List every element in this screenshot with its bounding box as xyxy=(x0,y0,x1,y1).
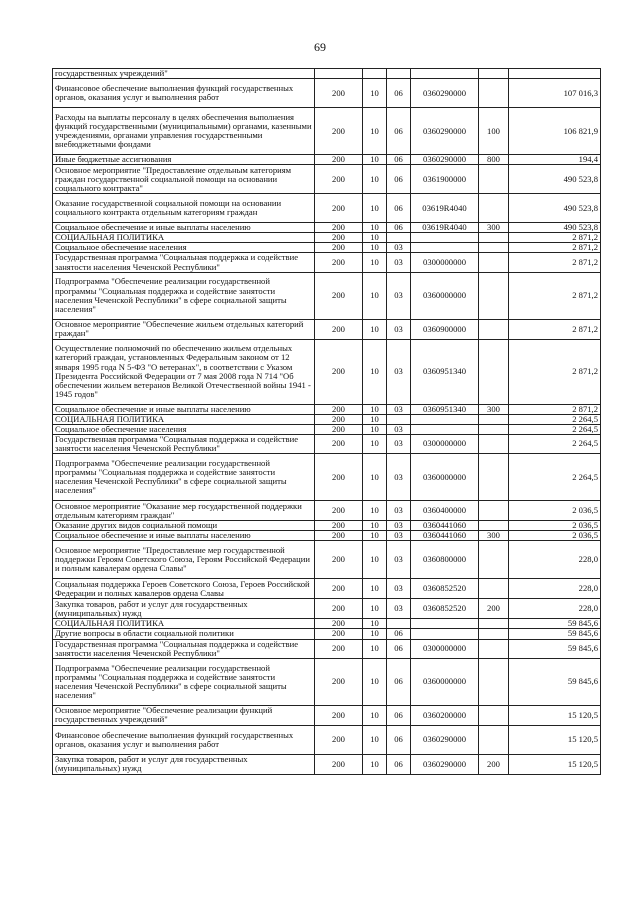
target-article-cell: 0360800000 xyxy=(411,541,479,579)
amount-cell: 2 036,5 xyxy=(509,501,601,521)
expense-type-cell xyxy=(479,233,509,243)
target-article-cell: 0360290000 xyxy=(411,754,479,774)
amount-cell: 2 264,5 xyxy=(509,434,601,453)
target-article-cell: 0360000000 xyxy=(411,658,479,705)
admin-code-cell: 200 xyxy=(315,725,363,754)
target-article-cell: 0360951340 xyxy=(411,339,479,404)
subsection-code-cell: 06 xyxy=(387,108,411,155)
expense-type-cell xyxy=(479,194,509,223)
expense-name-cell: Государственная программа "Социальная поддержка и содействие занятости населения Чеченской Республики" xyxy=(53,639,315,658)
target-article-cell: 0360441060 xyxy=(411,531,479,541)
subsection-code-cell: 06 xyxy=(387,155,411,165)
amount-cell: 2 871,2 xyxy=(509,404,601,414)
table-row xyxy=(53,194,601,223)
section-code-cell: 10 xyxy=(363,725,387,754)
section-code-cell: 10 xyxy=(363,108,387,155)
expense-name-cell: Другие вопросы в области социальной политики xyxy=(53,629,315,639)
expense-name-cell: Государственная программа "Социальная поддержка и содействие занятости населения Чеченской Республики" xyxy=(53,434,315,453)
amount-cell: 2 264,5 xyxy=(509,414,601,424)
admin-code-cell: 200 xyxy=(315,705,363,725)
subsection-code-cell: 03 xyxy=(387,521,411,531)
table-row xyxy=(53,531,601,541)
expense-type-cell xyxy=(479,414,509,424)
target-article-cell: 0360900000 xyxy=(411,319,479,339)
expense-type-cell xyxy=(479,639,509,658)
section-code-cell: 10 xyxy=(363,501,387,521)
expense-name-cell: Осуществление полномочий по обеспечению жильем отдельных категорий граждан, установленных Федеральным законом от 12 января 1995 года N 5-ФЗ "О ветеранах", в соответствии с Указом Президента Российской Федерации от 7 мая 2008 года N 714 "Об обеспечении жильем ветеранов Великой Отечественной войны 1941 - 1945 годов" xyxy=(53,339,315,404)
expense-name-cell: Расходы на выплаты персоналу в целях обеспечения выполнения функций государственными (муниципальными) органами, казенными учреждениями, органами управления государственными внебюджетными фондами xyxy=(53,108,315,155)
section-code-cell: 10 xyxy=(363,658,387,705)
target-article-cell xyxy=(411,233,479,243)
subsection-code-cell: 06 xyxy=(387,705,411,725)
table-row xyxy=(53,243,601,253)
section-code-cell: 10 xyxy=(363,521,387,531)
section-code-cell: 10 xyxy=(363,223,387,233)
subsection-code-cell: 03 xyxy=(387,339,411,404)
target-article-cell: 0360852520 xyxy=(411,599,479,619)
subsection-code-cell: 06 xyxy=(387,165,411,194)
subsection-code-cell: 03 xyxy=(387,272,411,319)
subsection-code-cell: 03 xyxy=(387,434,411,453)
expense-type-cell xyxy=(479,272,509,319)
subsection-code-cell: 03 xyxy=(387,404,411,414)
budget-table xyxy=(52,68,601,775)
amount-cell: 228,0 xyxy=(509,541,601,579)
subsection-code-cell: 06 xyxy=(387,629,411,639)
expense-type-cell xyxy=(479,424,509,434)
table-row xyxy=(53,599,601,619)
subsection-code-cell: 03 xyxy=(387,454,411,501)
admin-code-cell: 200 xyxy=(315,639,363,658)
expense-type-cell xyxy=(479,619,509,629)
expense-type-cell xyxy=(479,319,509,339)
admin-code-cell: 200 xyxy=(315,339,363,404)
amount-cell: 2 871,2 xyxy=(509,233,601,243)
target-article-cell: 0300000000 xyxy=(411,639,479,658)
section-code-cell: 10 xyxy=(363,531,387,541)
expense-name-cell: Основное мероприятие "Предоставление мер государственной поддержки Героям Советского Союза, Героям Российской Федерации и полным кавалерам ордена Славы" xyxy=(53,541,315,579)
admin-code-cell: 200 xyxy=(315,319,363,339)
admin-code-cell: 200 xyxy=(315,599,363,619)
expense-name-cell: Социальное обеспечение и иные выплаты населению xyxy=(53,404,315,414)
subsection-code-cell: 06 xyxy=(387,754,411,774)
section-code-cell: 10 xyxy=(363,754,387,774)
amount-cell: 2 871,2 xyxy=(509,253,601,272)
table-row xyxy=(53,155,601,165)
expense-name-cell: Финансовое обеспечение выполнения функций государственных органов, оказания услуг и выполнения работ xyxy=(53,725,315,754)
amount-cell: 490 523,8 xyxy=(509,194,601,223)
admin-code-cell: 200 xyxy=(315,434,363,453)
admin-code-cell: 200 xyxy=(315,521,363,531)
table-row xyxy=(53,424,601,434)
section-code-cell: 10 xyxy=(363,705,387,725)
target-article-cell xyxy=(411,69,479,79)
section-code-cell: 10 xyxy=(363,155,387,165)
expense-name-cell: СОЦИАЛЬНАЯ ПОЛИТИКА xyxy=(53,414,315,424)
section-code-cell: 10 xyxy=(363,253,387,272)
expense-name-cell: Подпрограмма "Обеспечение реализации государственной программы "Социальная поддержка и содействие занятости населения Чеченской Республики" в сфере социальной защиты населения" xyxy=(53,658,315,705)
section-code-cell: 10 xyxy=(363,454,387,501)
subsection-code-cell xyxy=(387,414,411,424)
expense-name-cell: Финансовое обеспечение выполнения функций государственных органов, оказания услуг и выполнения работ xyxy=(53,79,315,108)
admin-code-cell: 200 xyxy=(315,79,363,108)
target-article-cell: 0360852520 xyxy=(411,579,479,599)
admin-code-cell: 200 xyxy=(315,223,363,233)
table-row xyxy=(53,454,601,501)
amount-cell: 2 036,5 xyxy=(509,531,601,541)
admin-code-cell: 200 xyxy=(315,233,363,243)
expense-type-cell: 300 xyxy=(479,531,509,541)
target-article-cell: 0300000000 xyxy=(411,434,479,453)
admin-code-cell: 200 xyxy=(315,424,363,434)
amount-cell: 2 264,5 xyxy=(509,454,601,501)
expense-type-cell: 200 xyxy=(479,599,509,619)
subsection-code-cell: 03 xyxy=(387,541,411,579)
amount-cell: 228,0 xyxy=(509,599,601,619)
amount-cell: 2 264,5 xyxy=(509,424,601,434)
admin-code-cell: 200 xyxy=(315,579,363,599)
expense-name-cell: Социальная поддержка Героев Советского Союза, Героев Российской Федерации и полных кавалеров ордена Славы xyxy=(53,579,315,599)
table-row xyxy=(53,414,601,424)
subsection-code-cell: 06 xyxy=(387,79,411,108)
page-number: 69 xyxy=(314,40,326,54)
admin-code-cell: 200 xyxy=(315,501,363,521)
section-code-cell: 10 xyxy=(363,272,387,319)
target-article-cell: 0360290000 xyxy=(411,155,479,165)
expense-name-cell: Государственная программа "Социальная поддержка и содействие занятости населения Чеченской Республики" xyxy=(53,253,315,272)
amount-cell: 59 845,6 xyxy=(509,658,601,705)
expense-name-cell: Оказание других видов социальной помощи xyxy=(53,521,315,531)
subsection-code-cell: 03 xyxy=(387,599,411,619)
expense-type-cell: 800 xyxy=(479,155,509,165)
amount-cell: 2 871,2 xyxy=(509,243,601,253)
amount-cell: 59 845,6 xyxy=(509,619,601,629)
section-code-cell: 10 xyxy=(363,404,387,414)
amount-cell: 106 821,9 xyxy=(509,108,601,155)
section-code-cell: 10 xyxy=(363,243,387,253)
expense-type-cell: 200 xyxy=(479,754,509,774)
section-code-cell: 10 xyxy=(363,339,387,404)
expense-name-cell: Закупка товаров, работ и услуг для государственных (муниципальных) нужд xyxy=(53,754,315,774)
admin-code-cell: 200 xyxy=(315,165,363,194)
admin-code-cell: 200 xyxy=(315,531,363,541)
table-row xyxy=(53,339,601,404)
expense-name-cell: Подпрограмма "Обеспечение реализации государственной программы "Социальная поддержка и содействие занятости населения Чеченской Республики" в сфере социальной защиты населения" xyxy=(53,272,315,319)
expense-name-cell: Социальное обеспечение населения xyxy=(53,243,315,253)
table-row xyxy=(53,629,601,639)
expense-type-cell xyxy=(479,79,509,108)
table-row xyxy=(53,725,601,754)
expense-name-cell: СОЦИАЛЬНАЯ ПОЛИТИКА xyxy=(53,619,315,629)
section-code-cell: 10 xyxy=(363,434,387,453)
section-code-cell: 10 xyxy=(363,579,387,599)
admin-code-cell: 200 xyxy=(315,754,363,774)
expense-type-cell: 300 xyxy=(479,404,509,414)
target-article-cell: 0360400000 xyxy=(411,501,479,521)
subsection-code-cell: 06 xyxy=(387,725,411,754)
admin-code-cell: 200 xyxy=(315,404,363,414)
admin-code-cell: 200 xyxy=(315,253,363,272)
section-code-cell: 10 xyxy=(363,619,387,629)
section-code-cell xyxy=(363,69,387,79)
expense-name-cell: Основное мероприятие "Предоставление отдельным категориям граждан государственной социальной помощи на основании социального контракта" xyxy=(53,165,315,194)
section-code-cell: 10 xyxy=(363,639,387,658)
expense-type-cell xyxy=(479,69,509,79)
section-code-cell: 10 xyxy=(363,233,387,243)
amount-cell: 228,0 xyxy=(509,579,601,599)
expense-type-cell xyxy=(479,253,509,272)
table-row xyxy=(53,639,601,658)
expense-type-cell xyxy=(479,705,509,725)
admin-code-cell: 200 xyxy=(315,272,363,319)
admin-code-cell: 200 xyxy=(315,658,363,705)
subsection-code-cell: 03 xyxy=(387,501,411,521)
section-code-cell: 10 xyxy=(363,424,387,434)
amount-cell: 59 845,6 xyxy=(509,639,601,658)
subsection-code-cell: 03 xyxy=(387,243,411,253)
expense-name-cell: Социальное обеспечение населения xyxy=(53,424,315,434)
table-row xyxy=(53,619,601,629)
admin-code-cell: 200 xyxy=(315,194,363,223)
subsection-code-cell: 06 xyxy=(387,194,411,223)
amount-cell xyxy=(509,69,601,79)
amount-cell: 194,4 xyxy=(509,155,601,165)
table-row xyxy=(53,705,601,725)
table-row xyxy=(53,579,601,599)
expense-type-cell: 100 xyxy=(479,108,509,155)
table-row xyxy=(53,165,601,194)
table-row xyxy=(53,79,601,108)
expense-name-cell: Подпрограмма "Обеспечение реализации государственной программы "Социальная поддержка и содействие занятости населения Чеченской Республики" в сфере социальной защиты населения" xyxy=(53,454,315,501)
table-row xyxy=(53,108,601,155)
expense-type-cell: 300 xyxy=(479,223,509,233)
table-row xyxy=(53,233,601,243)
section-code-cell: 10 xyxy=(363,194,387,223)
table-row xyxy=(53,319,601,339)
amount-cell: 490 523,8 xyxy=(509,165,601,194)
amount-cell: 107 016,3 xyxy=(509,79,601,108)
subsection-code-cell: 06 xyxy=(387,223,411,233)
expense-name-cell: Основное мероприятие "Обеспечение жильем отдельных категорий граждан" xyxy=(53,319,315,339)
subsection-code-cell: 03 xyxy=(387,319,411,339)
admin-code-cell: 200 xyxy=(315,243,363,253)
subsection-code-cell: 06 xyxy=(387,658,411,705)
amount-cell: 2 036,5 xyxy=(509,521,601,531)
target-article-cell: 0360000000 xyxy=(411,272,479,319)
amount-cell: 2 871,2 xyxy=(509,319,601,339)
target-article-cell: 0360951340 xyxy=(411,404,479,414)
target-article-cell xyxy=(411,243,479,253)
target-article-cell: 0360290000 xyxy=(411,108,479,155)
section-code-cell: 10 xyxy=(363,79,387,108)
admin-code-cell xyxy=(315,69,363,79)
table-row xyxy=(53,404,601,414)
target-article-cell xyxy=(411,414,479,424)
target-article-cell xyxy=(411,619,479,629)
amount-cell: 59 845,6 xyxy=(509,629,601,639)
target-article-cell: 0360290000 xyxy=(411,725,479,754)
admin-code-cell: 200 xyxy=(315,155,363,165)
table-row xyxy=(53,253,601,272)
subsection-code-cell: 03 xyxy=(387,424,411,434)
admin-code-cell: 200 xyxy=(315,541,363,579)
amount-cell: 15 120,5 xyxy=(509,754,601,774)
section-code-cell: 10 xyxy=(363,319,387,339)
target-article-cell xyxy=(411,629,479,639)
amount-cell: 2 871,2 xyxy=(509,272,601,319)
admin-code-cell: 200 xyxy=(315,108,363,155)
admin-code-cell: 200 xyxy=(315,629,363,639)
table-row xyxy=(53,434,601,453)
expense-type-cell xyxy=(479,725,509,754)
expense-name-cell: Социальное обеспечение и иные выплаты населению xyxy=(53,223,315,233)
target-article-cell xyxy=(411,424,479,434)
expense-name-cell: Закупка товаров, работ и услуг для государственных (муниципальных) нужд xyxy=(53,599,315,619)
target-article-cell: 0360290000 xyxy=(411,79,479,108)
subsection-code-cell: 06 xyxy=(387,639,411,658)
expense-name-cell: Основное мероприятие "Оказание мер государственной поддержки отдельным категориям граждан" xyxy=(53,501,315,521)
expense-name-cell: государственных учреждений" xyxy=(53,69,315,79)
subsection-code-cell xyxy=(387,69,411,79)
expense-name-cell: Социальное обеспечение и иные выплаты населению xyxy=(53,531,315,541)
section-code-cell: 10 xyxy=(363,629,387,639)
subsection-code-cell: 03 xyxy=(387,579,411,599)
target-article-cell: 0360441060 xyxy=(411,521,479,531)
table-row xyxy=(53,658,601,705)
target-article-cell: 0300000000 xyxy=(411,253,479,272)
admin-code-cell: 200 xyxy=(315,619,363,629)
expense-type-cell xyxy=(479,541,509,579)
table-row xyxy=(53,501,601,521)
expense-type-cell xyxy=(479,501,509,521)
table-row xyxy=(53,272,601,319)
target-article-cell: 0361900000 xyxy=(411,165,479,194)
expense-type-cell xyxy=(479,629,509,639)
section-code-cell: 10 xyxy=(363,541,387,579)
expense-type-cell xyxy=(479,454,509,501)
expense-name-cell: Оказание государственной социальной помощи на основании социального контракта отдельным категориям граждан xyxy=(53,194,315,223)
subsection-code-cell: 03 xyxy=(387,531,411,541)
expense-type-cell xyxy=(479,434,509,453)
amount-cell: 15 120,5 xyxy=(509,725,601,754)
amount-cell: 15 120,5 xyxy=(509,705,601,725)
table-row xyxy=(53,69,601,79)
target-article-cell: 0360200000 xyxy=(411,705,479,725)
target-article-cell: 0360000000 xyxy=(411,454,479,501)
amount-cell: 490 523,8 xyxy=(509,223,601,233)
expense-type-cell xyxy=(479,579,509,599)
table-row xyxy=(53,521,601,531)
section-code-cell: 10 xyxy=(363,414,387,424)
expense-name-cell: СОЦИАЛЬНАЯ ПОЛИТИКА xyxy=(53,233,315,243)
subsection-code-cell xyxy=(387,233,411,243)
expense-type-cell xyxy=(479,339,509,404)
table-row xyxy=(53,754,601,774)
expense-type-cell xyxy=(479,243,509,253)
table-row xyxy=(53,223,601,233)
target-article-cell: 03619R4040 xyxy=(411,223,479,233)
budget-table-body xyxy=(53,69,601,775)
admin-code-cell: 200 xyxy=(315,414,363,424)
expense-type-cell xyxy=(479,165,509,194)
table-row xyxy=(53,541,601,579)
section-code-cell: 10 xyxy=(363,599,387,619)
admin-code-cell: 200 xyxy=(315,454,363,501)
expense-type-cell xyxy=(479,658,509,705)
target-article-cell: 03619R4040 xyxy=(411,194,479,223)
expense-type-cell xyxy=(479,521,509,531)
section-code-cell: 10 xyxy=(363,165,387,194)
subsection-code-cell xyxy=(387,619,411,629)
subsection-code-cell: 03 xyxy=(387,253,411,272)
amount-cell: 2 871,2 xyxy=(509,339,601,404)
expense-name-cell: Иные бюджетные ассигнования xyxy=(53,155,315,165)
expense-name-cell: Основное мероприятие "Обеспечение реализации функций государственных учреждений" xyxy=(53,705,315,725)
